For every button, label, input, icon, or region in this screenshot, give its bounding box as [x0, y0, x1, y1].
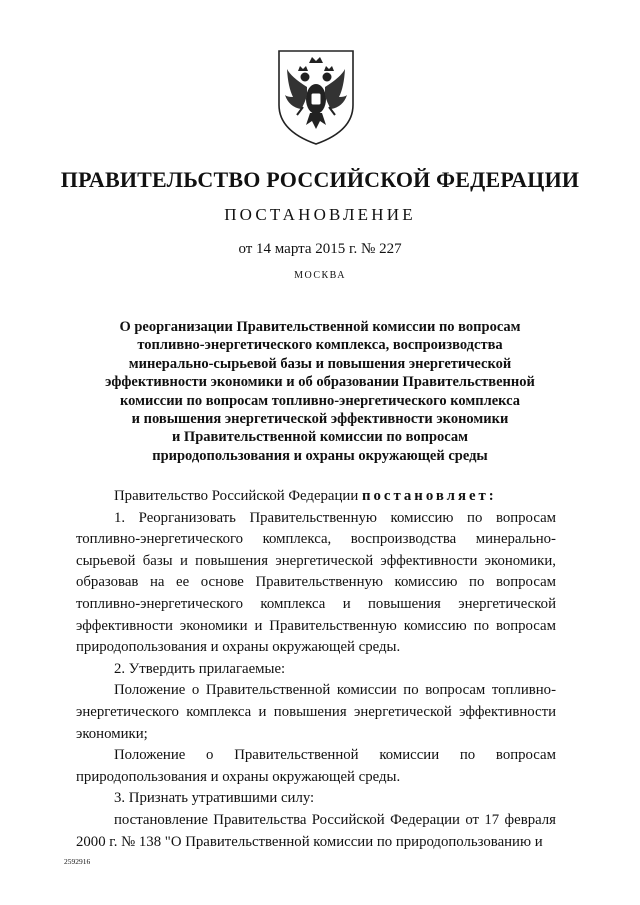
document-city: МОСКВА: [294, 270, 346, 281]
heading-line: и Правительственной комиссии по вопросам: [171, 429, 469, 446]
paragraph-item-2b: Положение о Правительственной комиссии по вопросам природопользования и охраны окружающей среды.: [76, 747, 556, 785]
heading-line: и повышения энергетической эффективности экономики: [131, 411, 509, 428]
document-heading: [90, 318, 550, 465]
coat-of-arms-icon: [273, 47, 359, 147]
heading-line: О реорганизации Правительственной комиссии по вопросам: [119, 319, 521, 335]
paragraph-item-2a: Положение о Правительственной комиссии по вопросам топливно-энергетического комплекса и повышения энергетической эффективности экономики;: [76, 682, 556, 742]
heading-line: эффективности экономики и об образовании Правительственной: [105, 374, 535, 391]
government-title: ПРАВИТЕЛЬСТВО РОССИЙСКОЙ ФЕДЕРАЦИИ: [60, 167, 580, 192]
paragraph-item-2: 2. Утвердить прилагаемые:: [114, 660, 286, 677]
heading-line: топливно-энергетического комплекса, воспроизводства: [137, 337, 503, 354]
heading-line: минерально-сырьевой базы и повышения энергетической: [128, 355, 512, 372]
intro-verb: постановляет:: [361, 488, 497, 504]
document-date-number: от 14 марта 2015 г. № 227: [238, 241, 402, 257]
document-body: [76, 486, 556, 853]
footer-document-code: 2592916: [64, 857, 91, 866]
document-type: ПОСТАНОВЛЕНИЕ: [224, 205, 416, 224]
paragraph-item-3a: постановление Правительства Российской Федерации от 17 февраля 2000 г. № 138 "О Правительственной комиссии по природопользованию и: [76, 811, 556, 850]
intro-text: Правительство Российской Федерации: [114, 488, 362, 504]
paragraph-item-3: 3. Признать утратившими силу:: [114, 790, 315, 807]
heading-line: комиссии по вопросам топливно-энергетического комплекса: [119, 392, 521, 409]
paragraph-item-1: 1. Реорганизовать Правительственную комиссию по вопросам топливно-энергетического комплекса, воспроизводства минерально-сырьевой базы и повышения энергетической эффективности экономики, образовав на ее основе Правительственную комиссию по вопросам топливно-энергетического комплекса и повышения энергетической эффективности экономики и Правительственную комиссию по вопросам природопользования и охраны окружающей среды.: [76, 509, 556, 656]
heading-line: природопользования и охраны окружающей среды: [152, 447, 488, 464]
intro-paragraph: [76, 486, 556, 508]
